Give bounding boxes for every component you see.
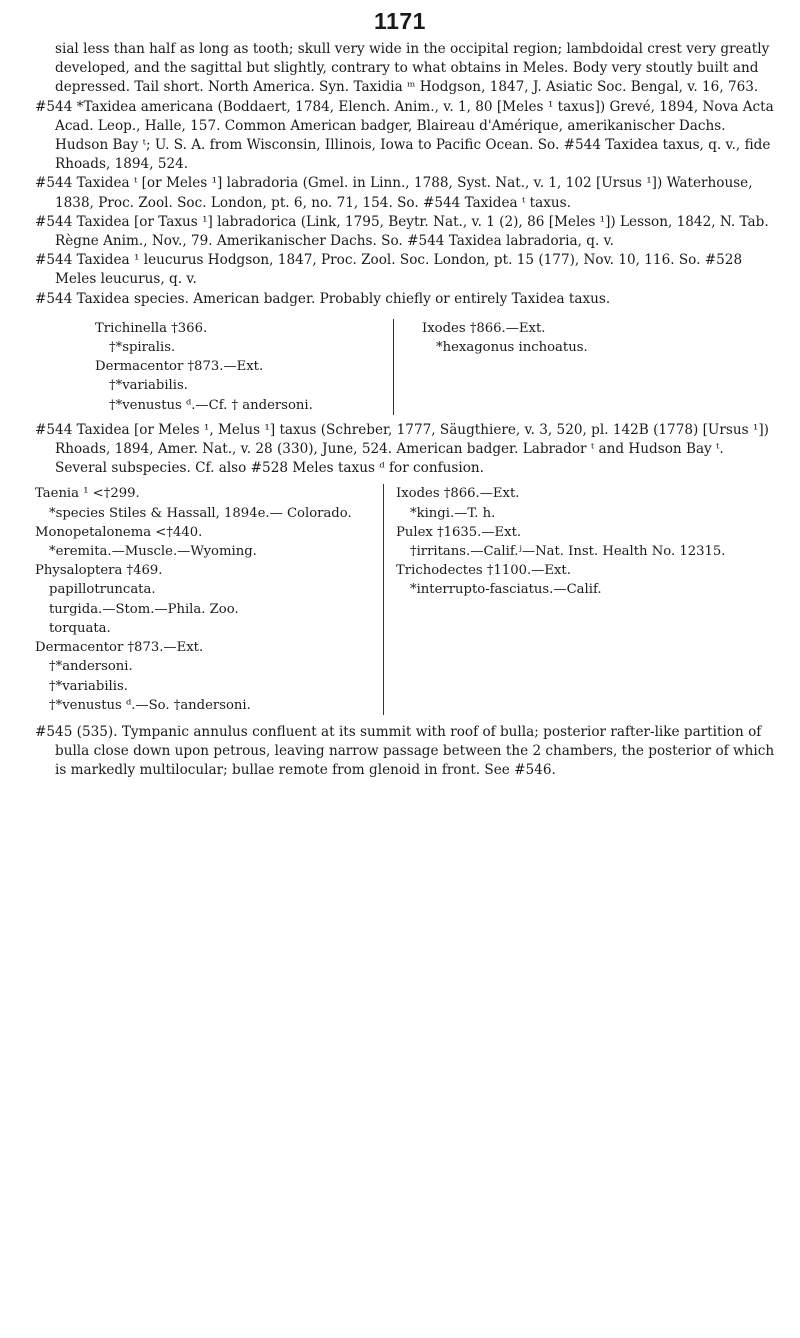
list-item: Trichinella †366. [95,320,208,336]
list-item: *interrupto-fasciatus.—Calif. [410,582,602,598]
list-item: *species Stiles & Hassall, 1894e.— Colorado. [49,505,352,521]
list-item: †*variabilis. [109,378,188,394]
entry-taxidea-labradorica: #544 Taxidea [or Taxus ¹] labradorica (Link, 1795, Beytr. Nat., v. 1 (2), 86 [Meles ¹]) Lesson, 1842, N. Tab. Règne Anim., Nov., 79. Amerikanischer Dachs. So. #544 Taxidea labradoria, q. v. [35,213,769,250]
list-item: *hexagonus inchoatus. [436,340,588,356]
list-item: torquata. [49,620,111,636]
intro-paragraph: sial less than half as long as tooth; skull very wide in the occipital region; lambdoidal crest very greatly developed, and the sagittal but slightly, contrary to what obtains in Meles. Body very stoutly built and depressed. Tail short. North America. Syn. Taxidia ᵐ Hodgson, 1847, J. Asiatic Soc. Bengal, v. 16, 763. [55,41,770,96]
list-item: Monopetalonema <†440. [35,524,203,540]
parasite-list-b-right [384,484,725,714]
list-item: †*venustus ᵈ.—Cf. † andersoni. [109,397,313,413]
list-item: †*spiralis. [109,340,176,356]
list-item: Taenia ¹ <†299. [35,486,140,502]
entry-taxidea-taxus: #544 Taxidea [or Meles ¹, Melus ¹] taxus (Schreber, 1777, Säugthiere, v. 3, 520, pl. 142B (1778) [Ursus ¹]) Rhoads, 1894, Amer. Nat., v. 28 (330), June, 524. American badger. Labrador ᵗ and Hudson Bay ᵗ. Several subspecies. Cf. also #528 Meles taxus ᵈ for confusion. [35,421,769,477]
entry-taxidea-leucurus: #544 Taxidea ¹ leucurus Hodgson, 1847, Proc. Zool. Soc. London, pt. 15 (177), Nov. 10, 116. So. #528 Meles leucurus, q. v. [35,252,743,288]
list-item: *eremita.—Muscle.—Wyoming. [49,544,257,560]
entry-545: #545 (535). Tympanic annulus confluent at its summit with roof of bulla; posterior rafter-like partition of bulla close down upon petrous, leaving narrow passage between the 2 chambers, the posterior of which is markedly multilocular; bullae remote from glenoid in front. See #546. [35,723,775,779]
list-item: Dermacentor †873.—Ext. [35,640,204,656]
list-item: Dermacentor †873.—Ext. [95,359,264,375]
list-item: *kingi.—T. h. [410,505,496,521]
page-number: 1171 [374,8,426,34]
entry-taxidea-labradoria: #544 Taxidea ᵗ [or Meles ¹] labradoria (Gmel. in Linn., 1788, Syst. Nat., v. 1, 102 [Ursus ¹]) Waterhouse, 1838, Proc. Zool. Soc. London, pt. 6, no. 71, 154. So. #544 Taxidea ᵗ taxus. [35,175,753,211]
list-item: Trichodectes †1100.—Ext. [396,563,571,579]
parasite-list-a [95,319,775,415]
list-item: †irritans.—Calif.ʲ—Nat. Inst. Health No. 12315. [410,544,726,560]
entry-taxidea-species: #544 Taxidea species. American badger. Probably chiefly or entirely Taxidea taxus. [35,290,611,307]
list-item: Physaloptera †469. [35,563,163,579]
page-body [35,40,775,781]
list-item: Ixodes †866.—Ext. [422,320,546,336]
parasite-list-b [35,484,775,714]
list-item: †*variabilis. [49,678,128,694]
parasite-list-a-right [394,319,588,415]
list-item: Pulex †1635.—Ext. [396,524,522,540]
entry-taxidea-americana: #544 *Taxidea americana (Boddaert, 1784, Elench. Anim., v. 1, 80 [Meles ¹ taxus]) Grevé, 1894, Nova Acta Acad. Leop., Halle, 157. Common American badger, Blaireau d'Amérique, amerikanischer Dachs. Hudson Bay ᵗ; U. S. A. from Wisconsin, Illinois, Iowa to Pacific Ocean. So. #544 Taxidea taxus, q. v., fide Rhoads, 1894, 524. [35,98,774,173]
list-item: †*venustus ᵈ.—So. †andersoni. [49,697,251,713]
list-item: turgida.—Stom.—Phila. Zoo. [49,601,239,617]
list-item: Ixodes †866.—Ext. [396,486,520,502]
parasite-list-a-left [95,319,394,415]
parasite-list-b-left [35,484,384,714]
list-item: †*andersoni. [49,659,133,675]
list-item: papillotruncata. [49,582,156,598]
